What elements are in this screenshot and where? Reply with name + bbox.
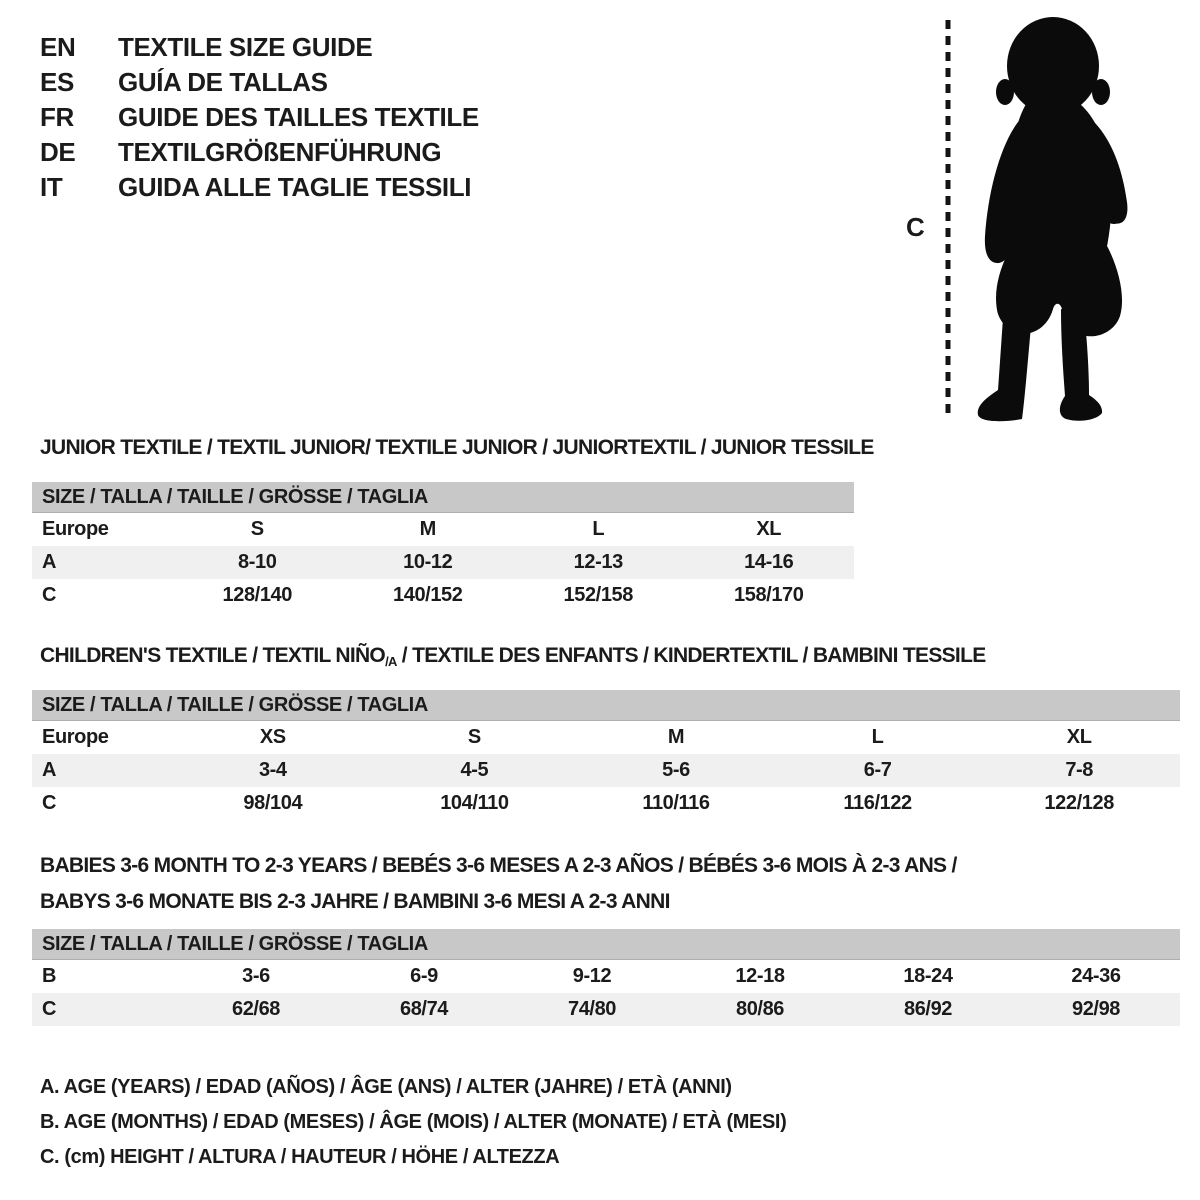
age-cell: 10-12 bbox=[403, 551, 453, 573]
age-cell: 3-4 bbox=[258, 759, 287, 781]
size-header-label: SIZE / TALLA / TAILLE / GRÖSSE / TAGLIA bbox=[42, 485, 428, 508]
size-cell: L bbox=[871, 726, 884, 748]
language-code: EN bbox=[40, 32, 76, 62]
age-cell: 24-36 bbox=[1071, 965, 1121, 987]
age-cell: 12-18 bbox=[735, 965, 785, 987]
language-code: FR bbox=[40, 102, 74, 132]
row-label: C bbox=[42, 792, 57, 814]
table-row-height bbox=[32, 993, 1180, 1026]
babies-section-heading bbox=[40, 848, 957, 920]
age-cell: 12-13 bbox=[573, 551, 623, 573]
size-cell: S bbox=[467, 726, 481, 748]
guide-title: TEXTILE SIZE GUIDE bbox=[118, 32, 373, 62]
size-cell: S bbox=[250, 518, 264, 540]
height-cell: 98/104 bbox=[243, 792, 303, 814]
row-label: B bbox=[42, 965, 57, 987]
age-cell: 4-5 bbox=[460, 759, 489, 781]
age-cell: 18-24 bbox=[903, 965, 953, 987]
size-header-label: SIZE / TALLA / TAILLE / GRÖSSE / TAGLIA bbox=[42, 693, 428, 716]
height-cell: 68/74 bbox=[399, 998, 449, 1020]
height-cell: 158/170 bbox=[734, 584, 804, 606]
language-row-es bbox=[40, 65, 479, 100]
legend-line-b: B. AGE (MONTHS) / EDAD (MESES) / ÂGE (MOIS) / ALTER (MONATE) / ETÀ (MESI) bbox=[40, 1111, 787, 1133]
babies-size-table bbox=[32, 929, 1180, 1026]
table-row-age-months bbox=[32, 960, 1180, 993]
height-cell: 92/98 bbox=[1071, 998, 1121, 1020]
height-cell: 122/128 bbox=[1044, 792, 1114, 814]
table-row-height bbox=[32, 787, 1180, 820]
size-cell: M bbox=[667, 726, 685, 748]
language-row-it bbox=[40, 170, 479, 205]
age-cell: 3-6 bbox=[242, 965, 270, 987]
legend-line-a: A. AGE (YEARS) / EDAD (AÑOS) / ÂGE (ANS) / ALTER (JAHRE) / ETÀ (ANNI) bbox=[40, 1076, 732, 1098]
children-heading-suffix: /A bbox=[385, 654, 397, 669]
size-header-band bbox=[32, 929, 1180, 960]
guide-title: GUÍA DE TALLAS bbox=[118, 67, 328, 97]
size-header-band bbox=[32, 690, 1180, 721]
row-label: C bbox=[42, 998, 57, 1020]
age-cell: 9-12 bbox=[572, 965, 612, 987]
age-cell: 5-6 bbox=[662, 759, 690, 781]
size-cell: XS bbox=[259, 726, 286, 748]
height-cell: 110/116 bbox=[642, 792, 710, 814]
height-cell: 62/68 bbox=[231, 998, 281, 1020]
language-title-block bbox=[40, 30, 479, 205]
height-cell: 128/140 bbox=[222, 584, 292, 606]
children-heading-text: / TEXTILE DES ENFANTS / KINDERTEXTIL / BAMBINI TESSILE bbox=[396, 644, 986, 667]
height-cell: 152/158 bbox=[563, 584, 633, 606]
row-label: A bbox=[42, 759, 57, 781]
table-row-europe bbox=[32, 721, 1180, 754]
height-measure-label: C bbox=[906, 212, 925, 242]
age-cell: 6-9 bbox=[410, 965, 438, 987]
guide-title: GUIDE DES TAILLES TEXTILE bbox=[118, 102, 479, 132]
table-row-age bbox=[32, 754, 1180, 787]
row-label: C bbox=[42, 584, 57, 606]
language-code: ES bbox=[40, 67, 74, 97]
height-cell: 74/80 bbox=[567, 998, 617, 1020]
age-cell: 7-8 bbox=[1065, 759, 1094, 781]
table-row-age bbox=[32, 546, 854, 579]
guide-title: GUIDA ALLE TAGLIE TESSILI bbox=[118, 172, 472, 202]
table-row-europe bbox=[32, 513, 854, 546]
language-row-fr bbox=[40, 100, 479, 135]
row-label: Europe bbox=[42, 726, 109, 748]
baby-silhouette-icon bbox=[958, 12, 1163, 429]
language-code: DE bbox=[40, 137, 76, 167]
legend-line-c: C. (cm) HEIGHT / ALTURA / HAUTEUR / HÖHE / ALTEZZA bbox=[40, 1146, 560, 1168]
age-cell: 8-10 bbox=[238, 551, 277, 573]
size-cell: M bbox=[419, 518, 436, 540]
junior-size-table bbox=[32, 482, 854, 612]
height-cell: 80/86 bbox=[735, 998, 785, 1020]
babies-heading-line2: BABYS 3-6 MONATE BIS 2-3 JAHRE / BAMBINI 3-6 MESI A 2-3 ANNI bbox=[40, 890, 670, 913]
children-size-table bbox=[32, 690, 1180, 820]
size-cell: XL bbox=[1066, 726, 1092, 748]
size-cell: XL bbox=[756, 518, 782, 540]
table-row-height bbox=[32, 579, 854, 612]
height-measure-line bbox=[944, 18, 952, 421]
age-cell: 6-7 bbox=[863, 759, 892, 781]
junior-section-heading: JUNIOR TEXTILE / TEXTIL JUNIOR/ TEXTILE JUNIOR / JUNIORTEXTIL / JUNIOR TESSILE bbox=[40, 436, 874, 459]
measure-legend bbox=[40, 1070, 786, 1175]
children-heading-text: CHILDREN'S TEXTILE / TEXTIL NIÑO bbox=[40, 644, 386, 667]
size-header-label: SIZE / TALLA / TAILLE / GRÖSSE / TAGLIA bbox=[42, 932, 428, 955]
babies-heading-line1: BABIES 3-6 MONTH TO 2-3 YEARS / BEBÉS 3-6 MESES A 2-3 AÑOS / BÉBÉS 3-6 MOIS À 2-3 ANS / bbox=[40, 854, 957, 877]
height-cell: 116/122 bbox=[843, 792, 912, 814]
language-code: IT bbox=[40, 172, 63, 202]
language-row-de bbox=[40, 135, 479, 170]
height-cell: 86/92 bbox=[903, 998, 953, 1020]
children-section-heading bbox=[40, 644, 986, 669]
language-row-en bbox=[40, 30, 479, 65]
age-cell: 14-16 bbox=[744, 551, 794, 573]
size-header-band bbox=[32, 482, 854, 513]
height-cell: 140/152 bbox=[393, 584, 463, 606]
height-cell: 104/110 bbox=[440, 792, 509, 814]
guide-title: TEXTILGRÖßENFÜHRUNG bbox=[118, 137, 442, 167]
size-cell: L bbox=[592, 518, 605, 540]
row-label: A bbox=[42, 551, 57, 573]
row-label: Europe bbox=[42, 518, 109, 540]
